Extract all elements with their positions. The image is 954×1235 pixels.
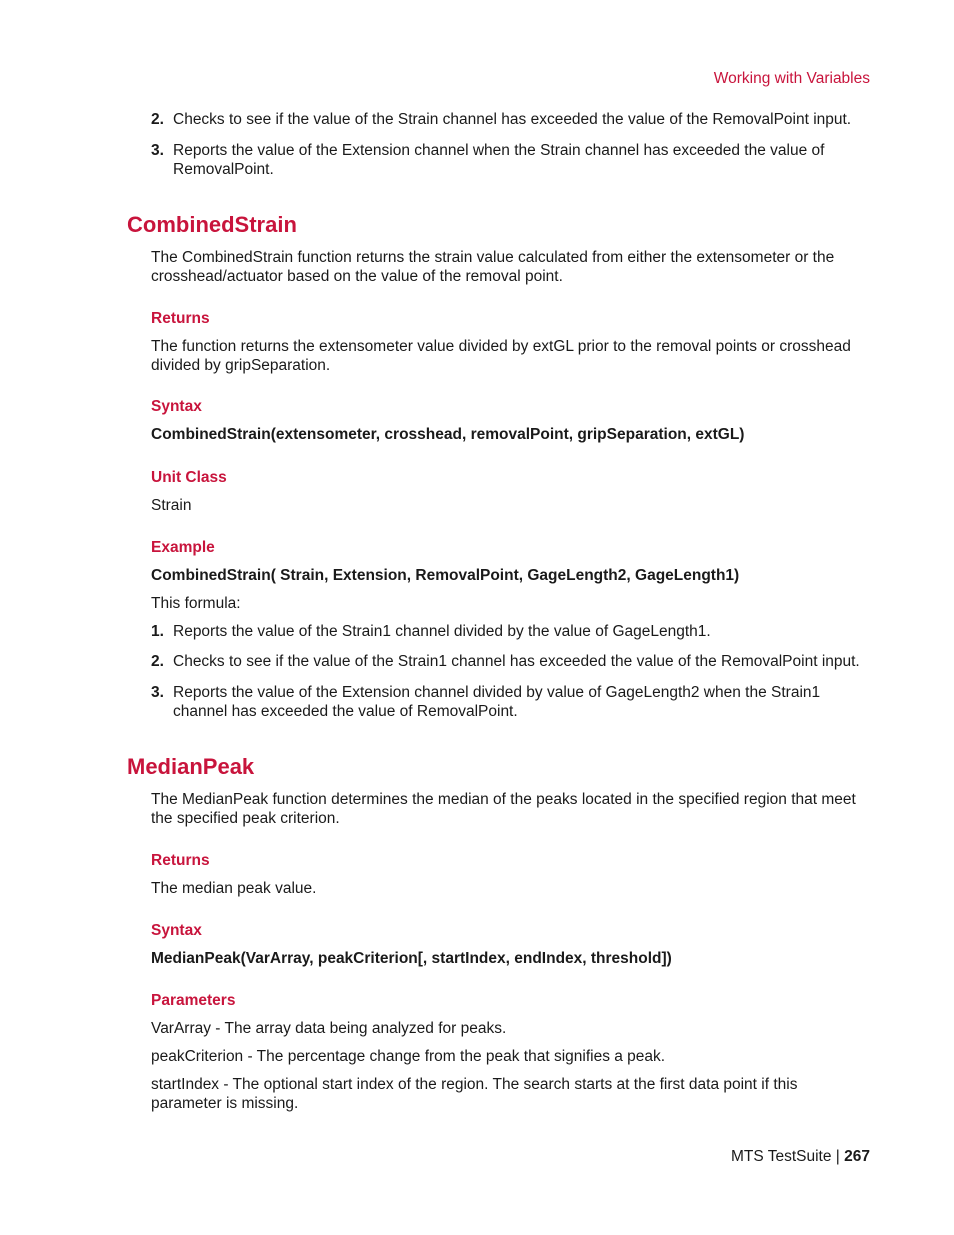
list-text: Reports the value of the Strain1 channel divided by the value of GageLength1.	[173, 623, 711, 640]
running-header: Working with Variables	[713, 70, 870, 87]
section-title-medianpeak: MedianPeak	[127, 754, 255, 779]
combinedstrain-unit-heading: Unit Class	[151, 469, 227, 486]
parameter-item: peakCriterion - The percentage change from the peak that signifies a peak.	[151, 1048, 666, 1065]
list-number: 1.	[151, 623, 164, 640]
list-number: 2.	[151, 653, 164, 670]
medianpeak-parameters-heading: Parameters	[151, 992, 236, 1009]
page-footer	[731, 1148, 870, 1166]
list-text: Reports the value of the Extension channel when the Strain channel has exceeded the value of RemovalPoint.	[173, 142, 825, 178]
combinedstrain-syntax: CombinedStrain(extensometer, crosshead, removalPoint, gripSeparation, extGL)	[151, 426, 745, 443]
medianpeak-returns-text: The median peak value.	[151, 880, 317, 897]
section-title-combinedstrain: CombinedStrain	[127, 212, 297, 237]
list-text: Reports the value of the Extension channel divided by value of GageLength2 when the Strain1 channel has exceeded the value of RemovalPoint.	[173, 684, 821, 720]
page-number: 267	[844, 1148, 870, 1165]
product-name: MTS TestSuite	[730, 1148, 832, 1165]
combinedstrain-example-heading: Example	[151, 539, 215, 556]
list-text: Checks to see if the value of the Strain channel has exceeded the value of the RemovalPoint input.	[173, 111, 852, 128]
combinedstrain-unit: Strain	[151, 497, 192, 514]
medianpeak-description: The MedianPeak function determines the median of the peaks located in the specified region that meet the specified peak criterion.	[151, 791, 856, 827]
combinedstrain-syntax-heading: Syntax	[151, 398, 202, 415]
parameter-item: startIndex - The optional start index of the region. The search starts at the first data point if this parameter is missing.	[151, 1076, 798, 1112]
medianpeak-returns-heading: Returns	[151, 852, 210, 869]
combinedstrain-description: The CombinedStrain function returns the strain value calculated from either the extensometer or the crosshead/actuator based on the value of the removal point.	[151, 249, 835, 285]
medianpeak-syntax-heading: Syntax	[151, 922, 202, 939]
footer-separator: |	[835, 1148, 840, 1165]
parameter-item: VarArray - The array data being analyzed for peaks.	[151, 1020, 507, 1037]
medianpeak-syntax: MedianPeak(VarArray, peakCriterion[, startIndex, endIndex, threshold])	[151, 950, 672, 967]
list-text: Checks to see if the value of the Strain1 channel has exceeded the value of the RemovalPoint input.	[173, 653, 860, 670]
list-number: 2.	[151, 111, 164, 128]
list-number: 3.	[151, 684, 164, 701]
list-number: 3.	[151, 142, 164, 159]
combinedstrain-formula-label: This formula:	[151, 595, 241, 612]
combinedstrain-example: CombinedStrain( Strain, Extension, RemovalPoint, GageLength2, GageLength1)	[151, 567, 740, 584]
combinedstrain-returns-heading: Returns	[151, 310, 210, 327]
combinedstrain-returns-text: The function returns the extensometer value divided by extGL prior to the removal points or crosshead divided by gripSeparation.	[151, 338, 851, 374]
